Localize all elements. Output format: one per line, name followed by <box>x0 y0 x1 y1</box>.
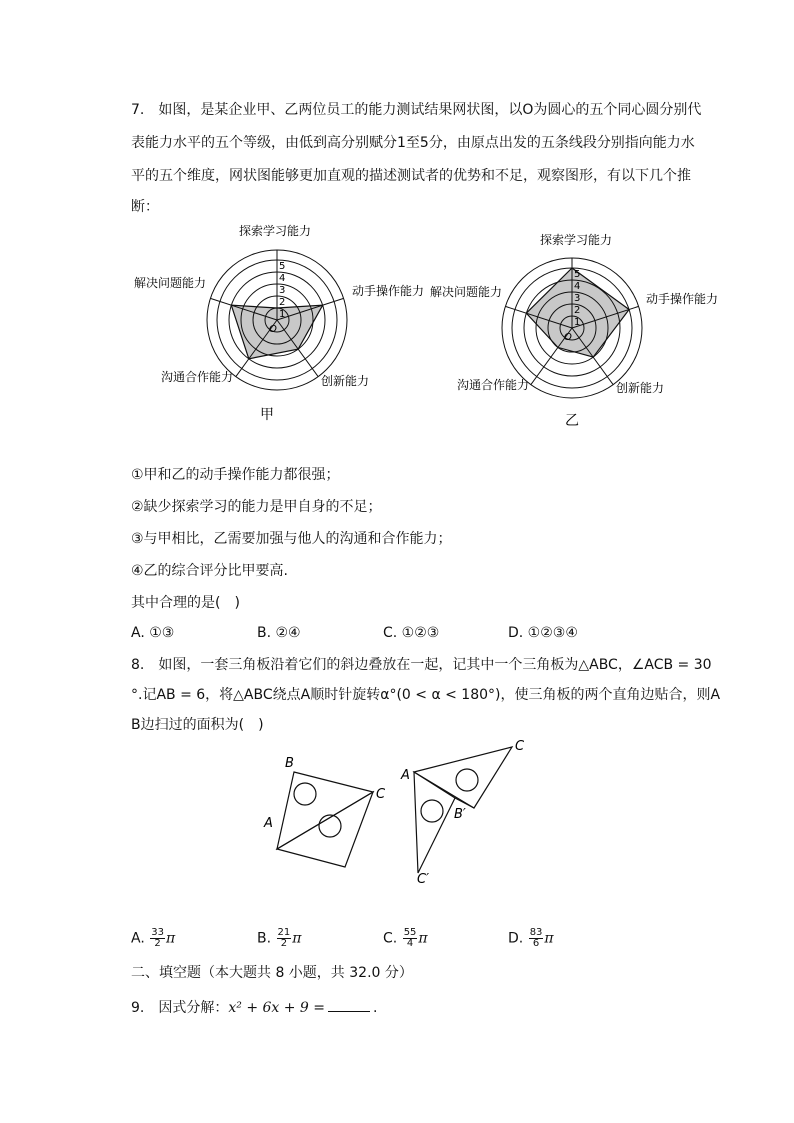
axis-label: 探索学习能力 <box>238 224 312 238</box>
ring-label: 4 <box>279 273 286 284</box>
ring-label: 4 <box>574 281 581 292</box>
hole-circle <box>319 815 341 837</box>
chart-caption: 乙 <box>565 413 579 429</box>
q7-prompt: 其中合理的是( ) <box>131 595 240 611</box>
q8-option-a: A. $\frac{33}{2}$ π <box>131 927 176 949</box>
q8-option-c: C. $\frac{55}{4}$ π <box>383 927 428 949</box>
label-a-prime: A <box>401 768 410 783</box>
q8-option-b: B. $\frac{21}{2}$ π <box>257 927 302 949</box>
origin-label: O <box>564 332 572 343</box>
axis-label: 动手操作能力 <box>352 284 425 298</box>
radar-chart-b <box>430 232 718 429</box>
axis-label: 解决问题能力 <box>133 276 207 290</box>
q7-line-2: 表能力水平的五个等级，由低到高分别赋分1至5分，由原点出发的五条线段分别指向能力水 <box>131 135 695 151</box>
q8-line-1: 8. 如图，一套三角板沿着它们的斜边叠放在一起，记其中一个三角板为△ABC，∠ACB = 30 <box>131 657 712 673</box>
triangle-abc <box>277 772 373 849</box>
hole-circle <box>421 800 443 822</box>
hole-circle <box>294 783 316 805</box>
radar-figures <box>0 215 794 430</box>
triangle-rotated <box>414 747 512 808</box>
ring-label: 3 <box>279 285 286 296</box>
q7-option-a: A. ①③ <box>131 625 175 641</box>
triangle-figure <box>0 730 794 890</box>
axis-label: 沟通合作能力 <box>160 370 234 384</box>
label-b: B <box>285 756 294 771</box>
q7-line-4: 断： <box>131 199 159 215</box>
axis-label: 解决问题能力 <box>429 285 503 299</box>
axis-label: 创新能力 <box>320 374 370 388</box>
statement-4: ④乙的综合评分比甲要高. <box>131 563 289 579</box>
q7-line-3: 平的五个维度，网状图能够更加直观的描述测试者的优势和不足，观察图形，有以下几个推 <box>131 168 691 184</box>
label-c-rot: C′ <box>417 872 430 887</box>
radar-chart-a <box>134 223 424 423</box>
section-title: 二、填空题（本大题共 8 小题，共 32.0 分） <box>131 965 413 981</box>
q9: 9. 因式分解：x² + 6x + 9 = . <box>131 997 377 1018</box>
ring-label: 1 <box>279 309 286 320</box>
axis-label: 创新能力 <box>615 381 665 395</box>
label-b-rot: B′ <box>454 807 466 822</box>
label-c-prime: C <box>515 739 525 754</box>
hole-circle <box>456 769 478 791</box>
ring-label: 5 <box>279 261 286 272</box>
axis-label: 动手操作能力 <box>646 292 719 306</box>
ring-label: 1 <box>574 317 581 328</box>
q8-line-2: °.记AB = 6，将△ABC绕点A顺时针旋转α°(0 < α < 180°)，使三角板的两个直角边贴合，则A <box>131 687 721 703</box>
ring-label: 2 <box>279 297 286 308</box>
q7-option-d: D. ①②③④ <box>508 625 578 641</box>
origin-label: O <box>269 324 277 335</box>
q8-line-3: B边扫过的面积为( ) <box>131 717 264 733</box>
q8-option-d: D. $\frac{83}{6}$ π <box>508 927 554 949</box>
q7-option-c: C. ①②③ <box>383 625 440 641</box>
triangle-lower <box>277 792 373 867</box>
q7-option-b: B. ②④ <box>257 625 301 641</box>
q9-expression: x² + 6x + 9 = <box>228 1000 326 1016</box>
axis-label: 探索学习能力 <box>539 233 613 247</box>
ring-label: 2 <box>574 305 581 316</box>
answer-blank[interactable] <box>328 997 370 1012</box>
ring-label: 3 <box>574 293 581 304</box>
q7-line-1: 7. 如图，是某企业甲、乙两位员工的能力测试结果网状图，以O为圆心的五个同心圆分别代 <box>131 102 702 118</box>
triangle-rotated-lower <box>414 772 455 873</box>
statement-1: ①甲和乙的动手操作能力都很强； <box>131 467 340 483</box>
label-c: C <box>376 787 386 802</box>
label-a: A <box>264 816 273 831</box>
statement-2: ②缺少探索学习的能力是甲自身的不足； <box>131 499 382 515</box>
axis-label: 沟通合作能力 <box>456 378 530 392</box>
ring-label: 5 <box>574 269 581 280</box>
statement-3: ③与甲相比，乙需要加强与他人的沟通和合作能力； <box>131 531 452 547</box>
chart-caption: 甲 <box>260 407 274 423</box>
